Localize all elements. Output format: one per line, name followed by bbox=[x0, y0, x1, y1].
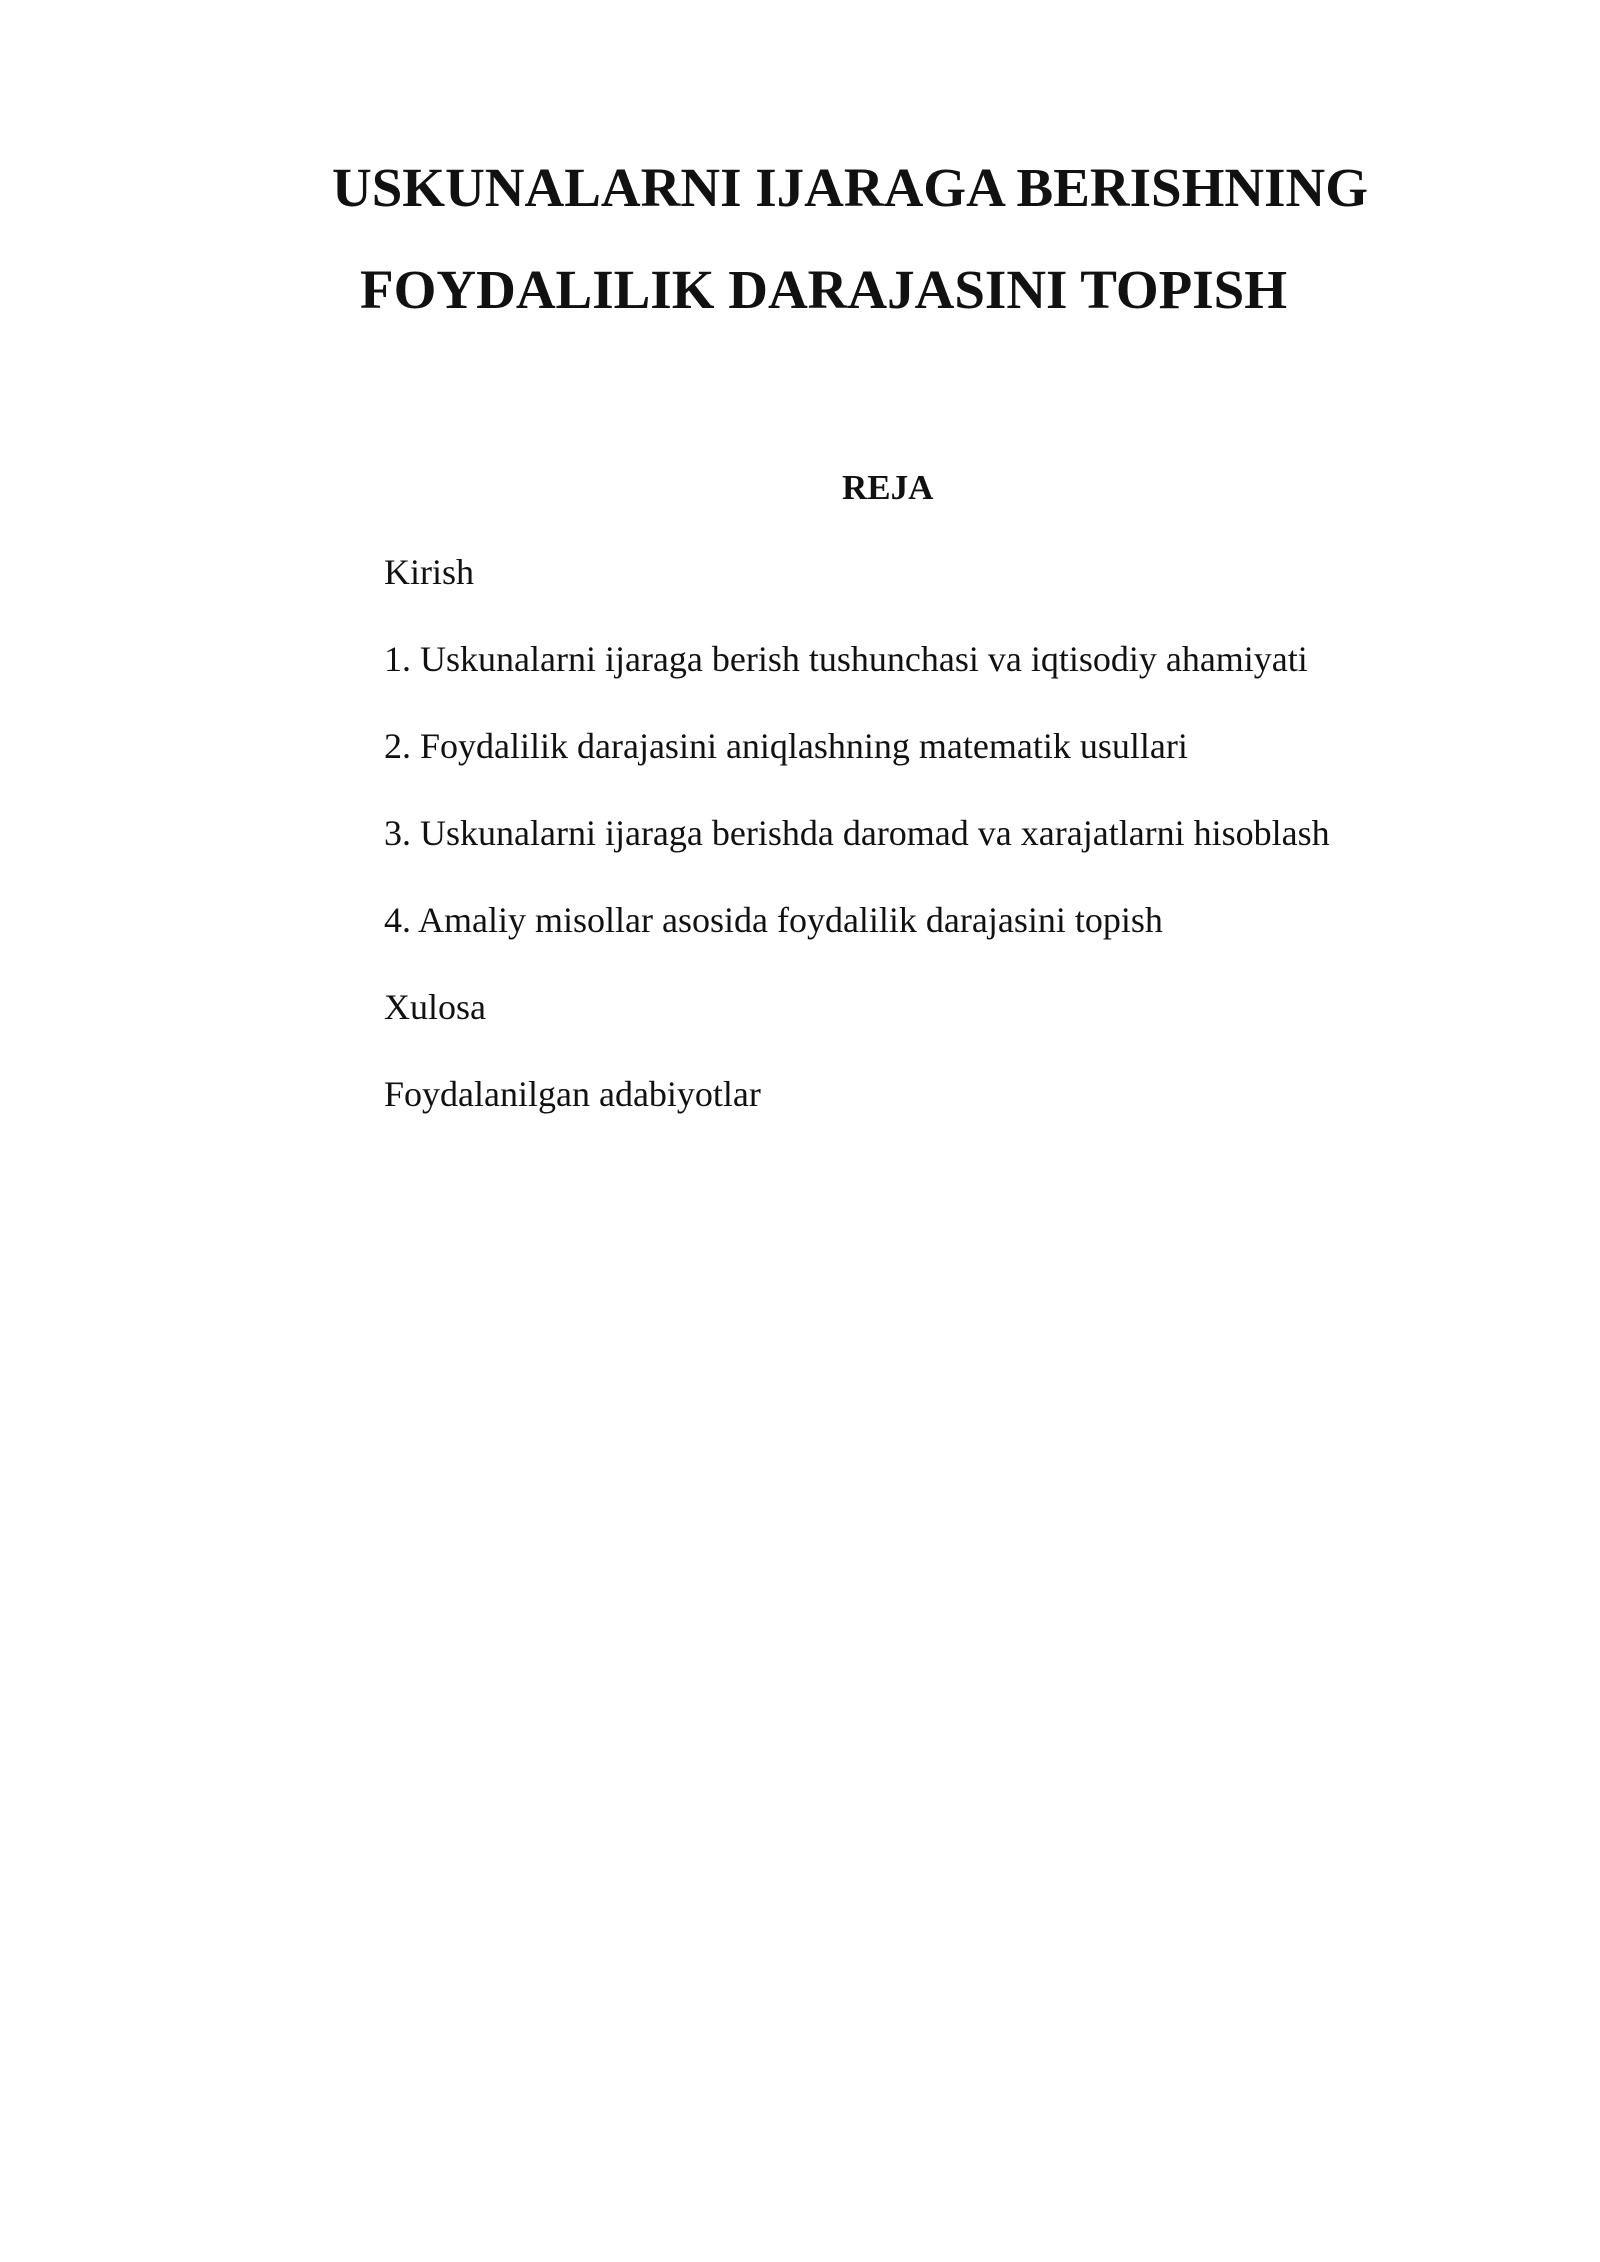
plan-item-4: 4. Amaliy misollar asosida foydalilik darajasini topish bbox=[384, 900, 1163, 940]
document-title-line-1: USKUNALARNI IJARAGA BERISHNING bbox=[332, 157, 1369, 218]
plan-item-1: 1. Uskunalarni ijaraga berish tushunchasi va iqtisodiy ahamiyati bbox=[384, 639, 1308, 679]
plan-item-conclusion: Xulosa bbox=[384, 987, 486, 1027]
plan-item-introduction: Kirish bbox=[384, 552, 474, 592]
plan-item-references: Foydalanilgan adabiyotlar bbox=[384, 1074, 761, 1114]
plan-item-2: 2. Foydalilik darajasini aniqlashning matematik usullari bbox=[384, 726, 1188, 766]
plan-list bbox=[384, 550, 1330, 1159]
plan-item-3: 3. Uskunalarni ijaraga berishda daromad va xarajatlarni hisoblash bbox=[384, 813, 1330, 853]
plan-heading-text: REJA bbox=[842, 468, 934, 507]
document-title-line-2: FOYDALILIK DARAJASINI TOPISH bbox=[360, 259, 1288, 320]
